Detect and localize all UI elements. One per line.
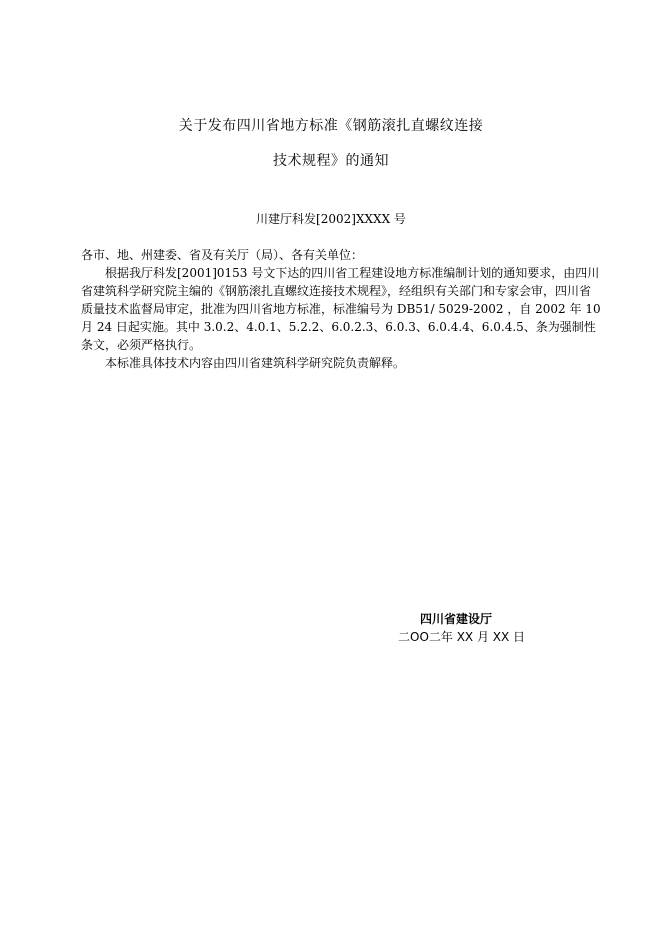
notice-body xyxy=(81,246,601,372)
issuing-organization: 四川省建设厅 xyxy=(420,612,493,626)
issue-date: 二OO二年 XX 月 XX 日 xyxy=(398,630,526,644)
notice-title-line-2: 技术规程》的通知 xyxy=(273,153,389,169)
body-paragraph-2: 本标准具体技术内容由四川省建筑科学研究院负责解释。 xyxy=(105,356,406,370)
document-number: 川建厅科发[2002]XXXX 号 xyxy=(256,212,406,226)
salutation: 各市、地、州建委、省及有关厅（局）、各有关单位： xyxy=(81,248,364,262)
body-paragraph-1: 根据我厅科发[2001]0153 号文下达的四川省工程建设地方标准编制计划的通知要求，由四川省建筑科学研究院主编的《钢筋滚扎直螺纹连接技术规程》，经组织有关部门和专家会审，四川省质量技术监督局审定，批准为四川省地方标准，标准编号为 DB51/ 5029-2002 ，自 2002 年 10 月 24 日起实施。其中 3.0.2、4.0.1、5.2.2、6.0.2.3、6.0.3、6.0.4.4、6.0.4.5、条为强制性条文，必须严格执行。 xyxy=(81,266,601,352)
notice-title-line-1: 关于发布四川省地方标准《钢筋滚扎直螺纹连接 xyxy=(178,118,484,134)
